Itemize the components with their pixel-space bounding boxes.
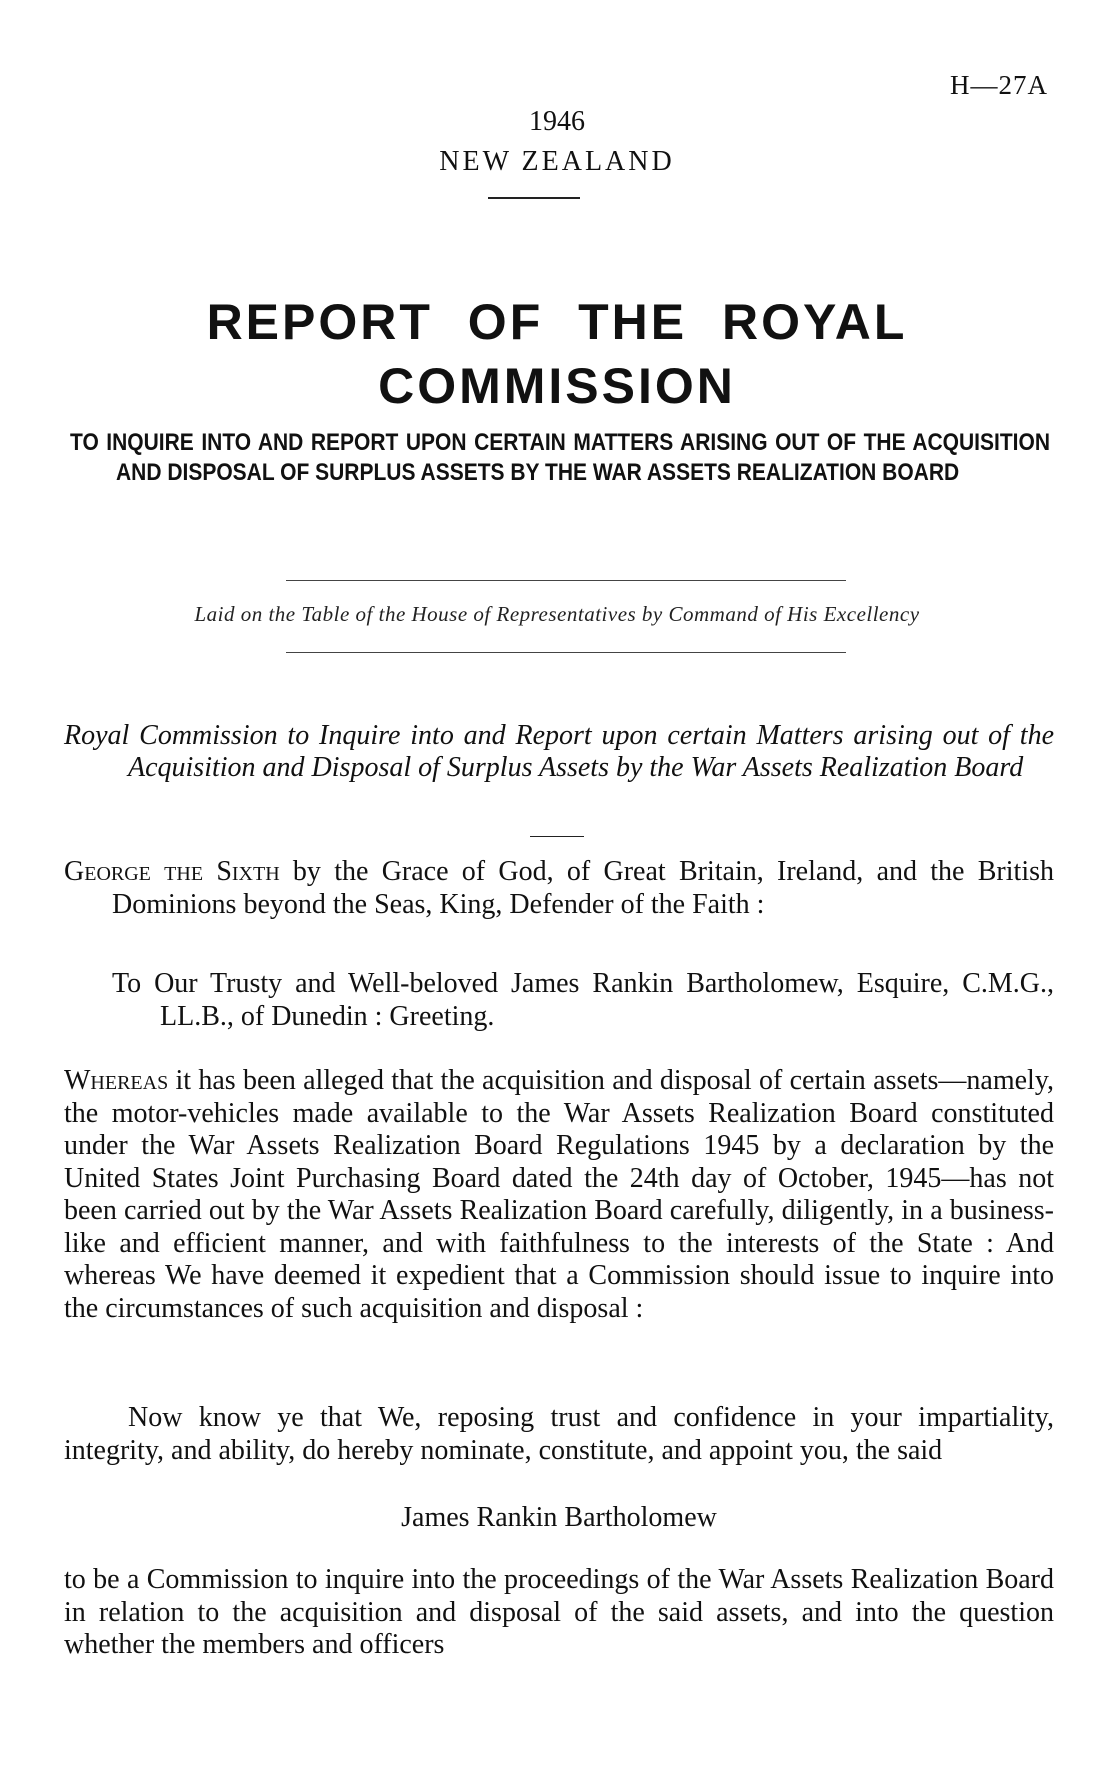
whereas-paragraph bbox=[64, 1065, 1054, 1325]
heading-divider bbox=[530, 836, 584, 837]
king-paragraph bbox=[64, 856, 1054, 921]
title-line-2: COMMISSION bbox=[378, 358, 736, 414]
closing-paragraph: to be a Commission to inquire into the proceedings of the War Assets Realization Board in relation to the acquisition and disposal of the said assets, and into the question whether the members and officers bbox=[64, 1564, 1054, 1660]
laid-on-table-note: Laid on the Table of the House of Representatives by Command of His Excellency bbox=[194, 602, 920, 626]
header-divider bbox=[488, 197, 580, 199]
appointee-name: James Rankin Bartholomew bbox=[401, 1502, 717, 1533]
king-title: by the Grace of God, of Great Britain, Ireland, and the British Dominions beyond the Seas, King, Defender of the Faith : bbox=[112, 856, 1054, 920]
page-subtitle: TO INQUIRE INTO AND REPORT UPON CERTAIN MATTERS ARISING OUT OF THE ACQUISITION AND DISPOSAL OF SURPLUS ASSETS BY THE WAR ASSETS REALIZATION BOARD bbox=[70, 429, 1050, 486]
now-know-paragraph: Now know ye that We, reposing trust and confidence in your impartiality, integrity, and ability, do hereby nominate, constitute, and appoint you, the said bbox=[64, 1402, 1054, 1466]
document-year: 1946 bbox=[529, 106, 585, 137]
king-name: George the Sixth bbox=[64, 856, 280, 887]
laid-top-divider bbox=[286, 580, 846, 581]
whereas-text: it has been alleged that the acquisition and disposal of certain assets—namely, the motor-vehicles made available to the War Assets Realization Board constituted under the War Assets Realization Board Regulations 1945 by a declaration by the United States Joint Purchasing Board dated the 24th day of October, 1945—has not been carried out by the War Assets Realization Board carefully, diligently, in a business-like and efficient manner, and with faithfulness to the interests of the State : And whereas We have deemed it expedient that a Commission should issue to inquire into the circumstances of such acquisition and disposal : bbox=[64, 1065, 1054, 1324]
document-reference: H—27A bbox=[950, 70, 1048, 100]
commission-heading: Royal Commission to Inquire into and Report upon certain Matters arising out of the Acquisition and Disposal of Surplus Assets by the War Assets Realization Board bbox=[64, 720, 1054, 783]
document-country: NEW ZEALAND bbox=[439, 146, 675, 177]
page-title bbox=[0, 290, 1114, 418]
greeting-paragraph: To Our Trusty and Well-beloved James Rankin Bartholomew, Esquire, C.M.G., LL.B., of Dunedin : Greeting. bbox=[112, 968, 1054, 1032]
title-line-1: REPORT OF THE ROYAL bbox=[206, 294, 908, 350]
whereas-word: Whereas bbox=[64, 1065, 169, 1096]
laid-bottom-divider bbox=[286, 652, 846, 653]
